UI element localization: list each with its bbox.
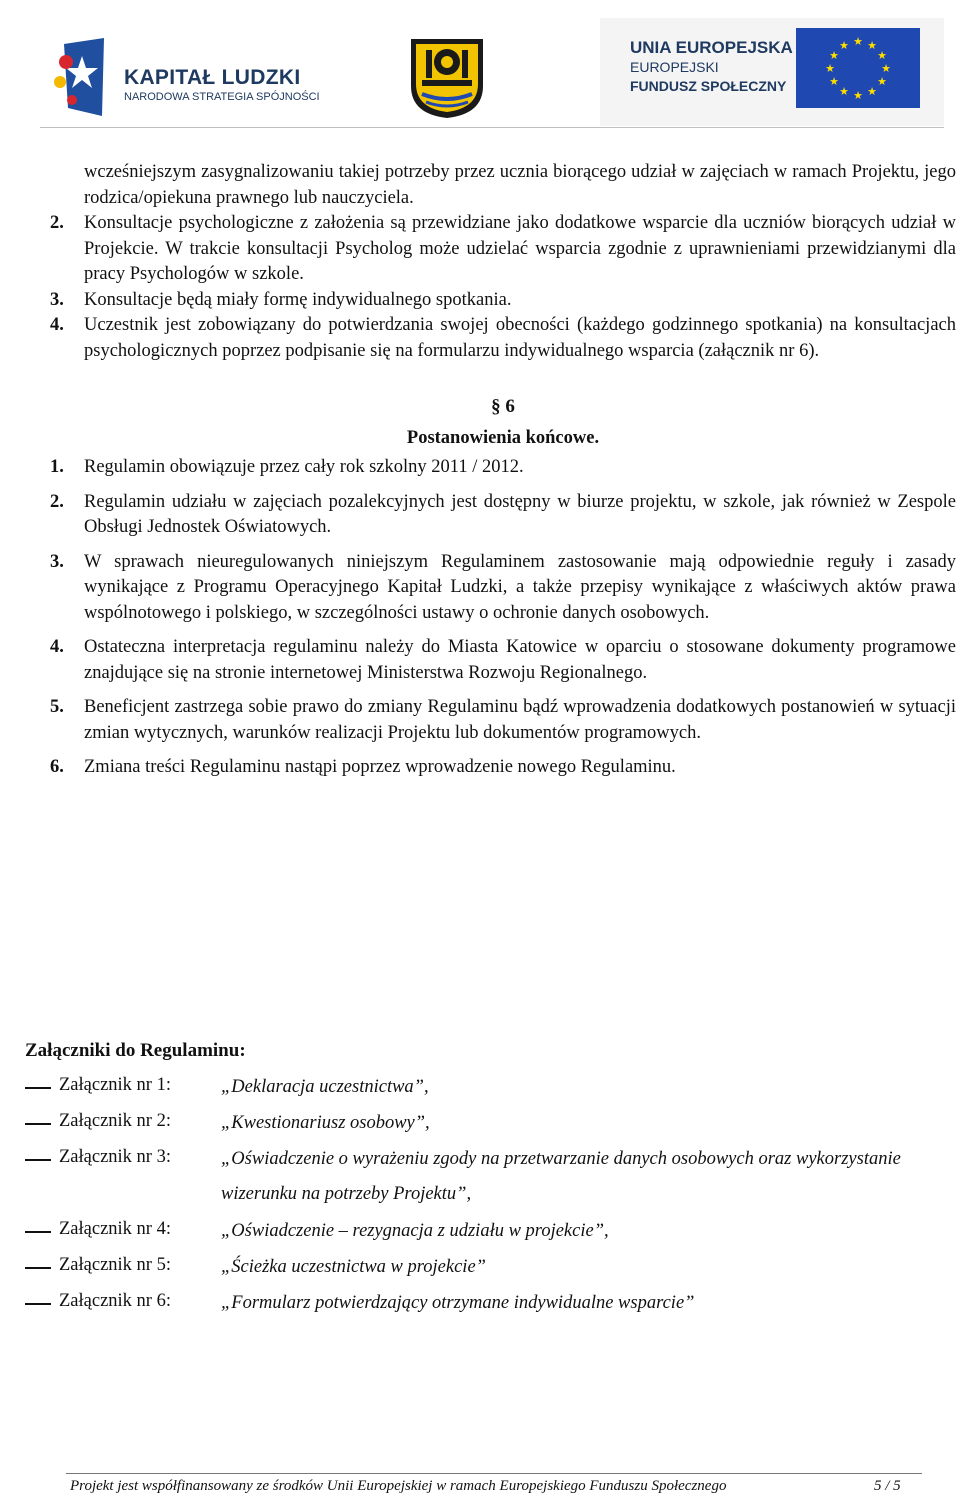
svg-text:★: ★ bbox=[867, 39, 877, 52]
list-item bbox=[50, 695, 956, 746]
item-text: Konsultacje psychologiczne z założenia są przewidziane jako dodatkowe wsparcie dla uczniów biorących udział w Projekcie. W trakcie konsultacji Psycholog może udzielać wsparcia zgodnie z uprawnieniami przewidzianymi dla pracy Psychologów w szkole. bbox=[84, 213, 956, 284]
item-number: 2. bbox=[50, 213, 64, 233]
footer-divider bbox=[66, 1473, 922, 1474]
svg-text:★: ★ bbox=[853, 89, 863, 102]
attachment-label: Załącznik nr 2: bbox=[59, 1111, 171, 1131]
list-item bbox=[50, 635, 956, 686]
attachments-title: Załączniki do Regulaminu: bbox=[25, 1040, 246, 1061]
kapital-ludzki-logo bbox=[52, 38, 320, 118]
attachment-label: Załącznik nr 3: bbox=[59, 1147, 171, 1167]
svg-text:★: ★ bbox=[825, 62, 835, 75]
item-number: 6. bbox=[50, 757, 64, 777]
item-text: Zmiana treści Regulaminu nastąpi poprzez wprowadzenie nowego Regulaminu. bbox=[84, 757, 676, 777]
kapital-ludzki-star-icon bbox=[52, 38, 114, 118]
item-number: 1. bbox=[50, 457, 64, 477]
svg-text:★: ★ bbox=[877, 49, 887, 62]
attachment-label: Załącznik nr 6: bbox=[59, 1291, 171, 1311]
dash-bullet bbox=[25, 1123, 51, 1125]
attachment-title: „Formularz potwierdzający otrzymane indywidualne wsparcie” bbox=[221, 1293, 695, 1313]
city-crest-logo bbox=[408, 36, 486, 120]
attachments-list bbox=[25, 1075, 935, 1327]
svg-text:★: ★ bbox=[839, 39, 849, 52]
attachment-label: Załącznik nr 5: bbox=[59, 1255, 171, 1275]
list-item bbox=[50, 313, 956, 364]
item-number: 2. bbox=[50, 491, 64, 512]
list-item bbox=[50, 455, 956, 481]
page-number: 5 / 5 bbox=[874, 1478, 901, 1494]
dash-bullet bbox=[25, 1159, 51, 1161]
attachment-title: „Kwestionariusz osobowy”, bbox=[221, 1113, 430, 1133]
attachment-item bbox=[25, 1291, 935, 1327]
svg-text:★: ★ bbox=[853, 35, 863, 48]
list-item bbox=[50, 755, 956, 781]
eu-line-social-fund: FUNDUSZ SPOŁECZNY bbox=[630, 78, 787, 94]
item-text: Regulamin udziału w zajęciach pozalekcyjnych jest dostępny w biurze projektu, w szkole, jak również w Zespole Obsługi Jednostek Oświatowych. bbox=[84, 491, 956, 537]
dash-bullet bbox=[25, 1303, 51, 1305]
attachment-title: „Ścieżka uczestnictwa w projekcie” bbox=[221, 1257, 486, 1277]
svg-text:★: ★ bbox=[829, 49, 839, 62]
svg-text:★: ★ bbox=[829, 75, 839, 88]
item-text: Beneficjent zastrzega sobie prawo do zmiany Regulaminu bądź wprowadzenia dodatkowych postanowień w sytuacji zmian wytycznych, warunków realizacji Projektu lub dokumentów programowych. bbox=[84, 697, 956, 743]
section-number: § 6 bbox=[491, 396, 515, 417]
eu-line-union: UNIA EUROPEJSKA bbox=[630, 38, 793, 57]
item-number: 4. bbox=[50, 637, 64, 657]
continued-paragraph: wcześniejszym zasygnalizowaniu takiej potrzeby przez ucznia biorącego udział w zajęciach w ramach Projektu, jego rodzica/opiekuna prawnego lub nauczyciela. bbox=[84, 162, 956, 208]
attachment-label: Załącznik nr 4: bbox=[59, 1219, 171, 1239]
dash-bullet bbox=[25, 1231, 51, 1233]
attachment-title: „Deklaracja uczestnictwa”, bbox=[221, 1077, 429, 1097]
item-text: W sprawach nieuregulowanych niniejszym Regulaminem zastosowanie mają odpowiednie reguły i zasady wynikające z Programu Operacyjnego Kapitał Ludzki, a także przepisy wynikające z właściwych aktów prawa wspólnotowego i polskiego, w szczególności ustawy o ochronie danych osobowych. bbox=[84, 551, 956, 623]
list-item bbox=[50, 288, 956, 314]
item-text: Regulamin obowiązuje przez cały rok szkolny 2011 / 2012. bbox=[84, 457, 524, 477]
list-item bbox=[50, 211, 956, 288]
item-number: 3. bbox=[50, 289, 64, 310]
svg-text:★: ★ bbox=[881, 62, 891, 75]
item-number: 4. bbox=[50, 315, 64, 335]
attachment-title: „Oświadczenie – rezygnacja z udziału w projekcie”, bbox=[221, 1221, 609, 1241]
item-number: 5. bbox=[50, 697, 64, 717]
item-text: Uczestnik jest zobowiązany do potwierdzania swojej obecności (każdego godzinnego spotkania) na konsultacjach psychologicznych poprzez podpisanie się na formularzu indywidualnego wsparcia (załącznik nr 6). bbox=[84, 315, 956, 361]
footer-note: Projekt jest współfinansowany ze środków Unii Europejskiej w ramach Europejskiego Funduszu Społecznego bbox=[70, 1478, 727, 1494]
attachment-label: Załącznik nr 1: bbox=[59, 1075, 171, 1095]
list-item bbox=[50, 490, 956, 541]
header-divider bbox=[40, 127, 944, 128]
kapital-ludzki-subtitle: NARODOWA STRATEGIA SPÓJNOŚCI bbox=[124, 91, 320, 103]
item-text: Ostateczna interpretacja regulaminu należy do Miasta Katowice w oparciu o stosowane dokumenty programowe znajdujące się na stronie internetowej Ministerstwa Rozwoju Regionalnego. bbox=[84, 637, 956, 683]
eu-logo-text bbox=[630, 38, 793, 96]
section-title: Postanowienia końcowe. bbox=[406, 427, 600, 448]
list-item bbox=[50, 550, 956, 627]
katowice-crest-icon bbox=[408, 36, 486, 120]
svg-text:★: ★ bbox=[877, 75, 887, 88]
eu-flag-icon bbox=[796, 28, 920, 108]
svg-text:★: ★ bbox=[867, 85, 877, 98]
kapital-ludzki-title: KAPITAŁ LUDZKI bbox=[124, 66, 301, 89]
item-text: Konsultacje będą miały formę indywidualnego spotkania. bbox=[84, 289, 512, 310]
document-body bbox=[50, 160, 956, 781]
attachment-title: „Oświadczenie o wyrażeniu zgody na przetwarzanie danych osobowych oraz wykorzystanie wizerunku na potrzeby Projektu”, bbox=[221, 1149, 901, 1204]
item-number: 3. bbox=[50, 551, 64, 572]
attachment-item bbox=[25, 1147, 935, 1219]
svg-text:★: ★ bbox=[839, 85, 849, 98]
page-header bbox=[0, 0, 960, 130]
dash-bullet bbox=[25, 1267, 51, 1269]
dash-bullet bbox=[25, 1087, 51, 1089]
eu-line-european: EUROPEJSKI bbox=[630, 59, 719, 75]
european-union-logo bbox=[600, 18, 944, 126]
